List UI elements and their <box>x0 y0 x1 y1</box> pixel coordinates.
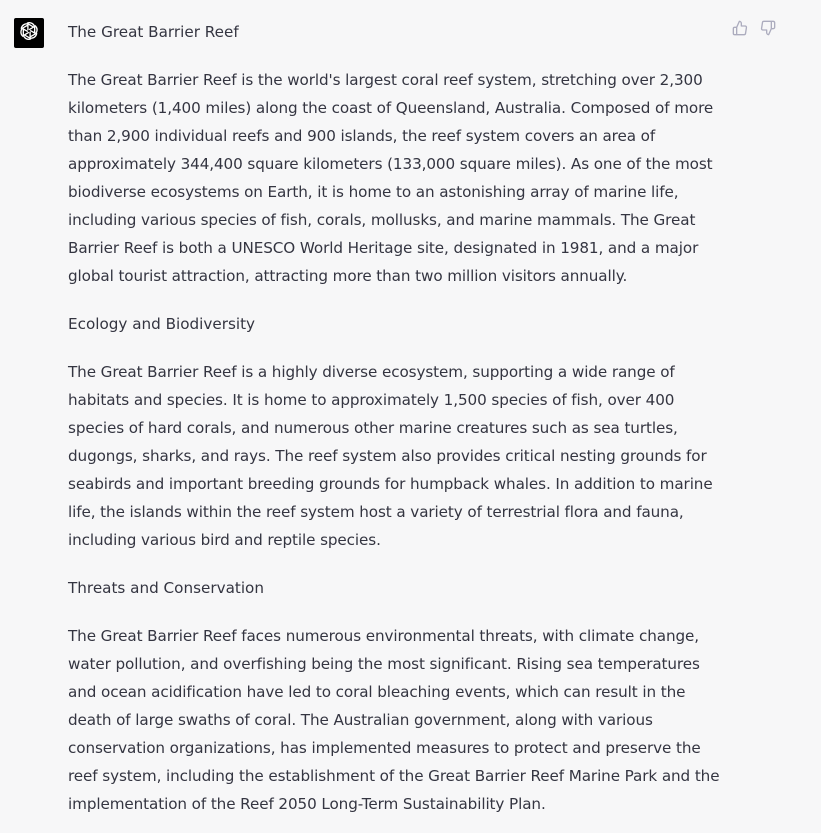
thumbs-down-icon <box>760 20 776 40</box>
thumbs-up-button[interactable] <box>731 20 749 40</box>
openai-logo-icon <box>18 20 40 46</box>
section-heading-threats: Threats and Conservation <box>68 579 264 597</box>
thumbs-down-button[interactable] <box>759 20 777 40</box>
ecology-paragraph: The Great Barrier Reef is a highly diverse ecosystem, supporting a wide range of habitats and species. It is home to approximately 1,500 species of fish, over 400 species of hard corals, and numerous other marine creatures such as sea turtles, dugongs, sharks, and rays. The reef system also provides critical nesting grounds for seabirds and important breeding grounds for humpback whales. In addition to marine life, the islands within the reef system host a variety of terrestrial flora and fauna, including various bird and reptile species. <box>68 363 713 549</box>
thumbs-up-icon <box>732 20 748 40</box>
feedback-buttons <box>731 20 777 40</box>
intro-paragraph: The Great Barrier Reef is the world's largest coral reef system, stretching over 2,300 kilometers (1,400 miles) along the coast of Queensland, Australia. Composed of more than 2,900 individual reefs and 900 islands, the reef system covers an area of approximately 344,400 square kilometers (133,000 square miles). As one of the most biodiverse ecosystems on Earth, it is home to an astonishing array of marine life, including various species of fish, corals, mollusks, and marine mammals. The Great Barrier Reef is both a UNESCO World Heritage site, designated in 1981, and a major global tourist attraction, attracting more than two million visitors annually. <box>68 71 714 285</box>
assistant-avatar <box>14 18 44 48</box>
message-content <box>68 18 728 818</box>
threats-paragraph: The Great Barrier Reef faces numerous environmental threats, with climate change, water pollution, and overfishing being the most significant. Rising sea temperatures and ocean acidification have led to coral bleaching events, which can result in the death of large swaths of coral. The Australian government, along with various conservation organizations, has implemented measures to protect and preserve the reef system, including the establishment of the Great Barrier Reef Marine Park and the implementation of the Reef 2050 Long-Term Sustainability Plan. <box>68 627 720 813</box>
message-title: The Great Barrier Reef <box>68 23 239 41</box>
section-heading-ecology: Ecology and Biodiversity <box>68 315 256 333</box>
